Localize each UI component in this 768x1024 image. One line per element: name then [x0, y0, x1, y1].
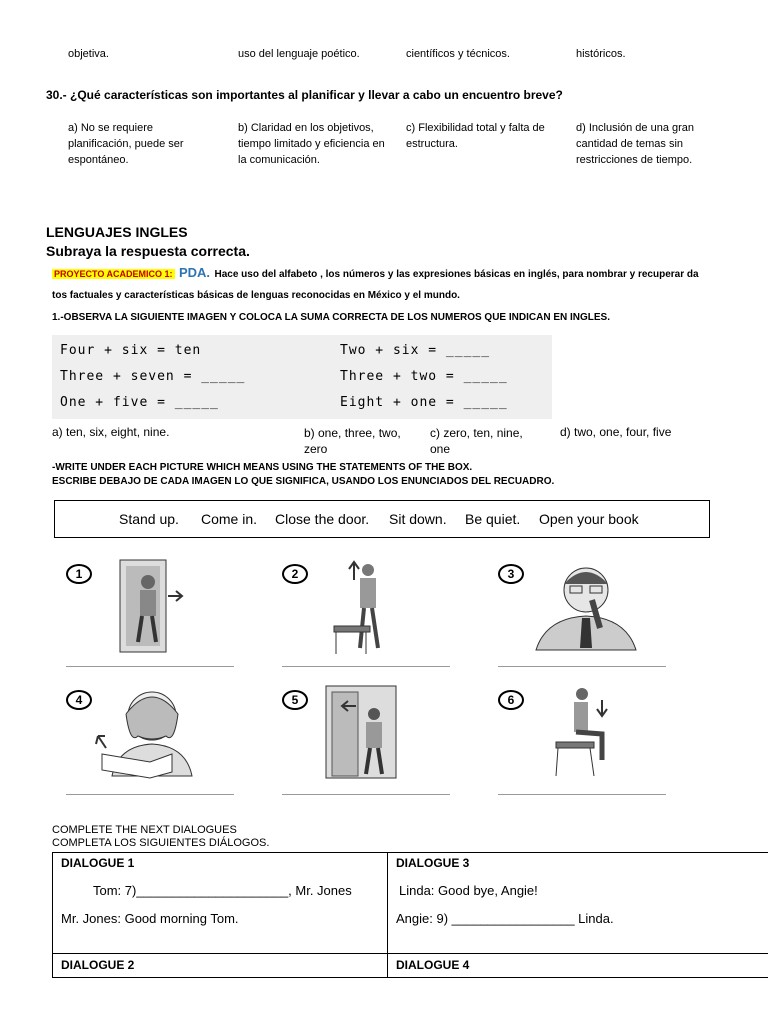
picture-number-2: 2	[282, 564, 308, 584]
section-title: LENGUAJES INGLES	[46, 224, 188, 240]
dialogue-3-title: DIALOGUE 3	[396, 856, 470, 870]
sum-left-1: Four + six = ten	[60, 343, 202, 358]
q1-answer-a: a) ten, six, eight, nine.	[52, 425, 170, 439]
picture-number-6: 6	[498, 690, 524, 710]
dialogues-instruction-es: COMPLETA LOS SIGUIENTES DIÁLOGOS.	[52, 837, 270, 849]
prev-option-c: científicos y técnicos.	[406, 48, 510, 60]
pda-word: PDA.	[178, 265, 211, 280]
answer-line-1[interactable]	[66, 666, 234, 667]
dialogue-3-line-2[interactable]: Angie: 9) _________________ Linda.	[396, 911, 614, 926]
prev-option-b: uso del lenguaje poético.	[238, 48, 360, 60]
pda-tag: PROYECTO ACADEMICO 1:	[54, 269, 173, 279]
statement-open-book: Open your book	[539, 511, 639, 527]
statements-box	[54, 500, 710, 538]
answer-line-4[interactable]	[66, 794, 234, 795]
picture-number-3: 3	[498, 564, 524, 584]
picture-stand-up	[330, 556, 400, 656]
picture-number-1: 1	[66, 564, 92, 584]
picture-be-quiet	[530, 556, 640, 652]
sum-right-3: Eight + one = _____	[340, 395, 508, 410]
picture-open-your-book	[90, 684, 200, 780]
q30-option-a: a) No se requiere planificación, puede ser espontáneo.	[68, 122, 184, 166]
statement-be-quiet: Be quiet.	[465, 511, 521, 527]
statement-close-door: Close the door.	[275, 511, 370, 527]
answer-line-5[interactable]	[282, 794, 450, 795]
answer-line-6[interactable]	[498, 794, 666, 795]
write-instruction-es: ESCRIBE DEBAJO DE CADA IMAGEN LO QUE SIGNIFICA, USANDO LOS ENUNCIADOS DEL RECUADRO.	[52, 476, 555, 487]
picture-close-the-door	[322, 684, 402, 780]
prev-option-d: históricos.	[576, 48, 626, 60]
dialogue-2-title: DIALOGUE 2	[61, 958, 135, 972]
dialogue-4-title: DIALOGUE 4	[396, 958, 470, 972]
statement-come-in: Come in.	[201, 511, 258, 527]
dialogue-3-line-1: Linda: Good bye, Angie!	[399, 883, 538, 898]
sum-right-1: Two + six = _____	[340, 343, 491, 358]
answer-line-3[interactable]	[498, 666, 666, 667]
picture-number-4: 4	[66, 690, 92, 710]
q1-answer-d: d) two, one, four, five	[560, 425, 672, 439]
q30-option-c: c) Flexibilidad total y falta de estructura.	[406, 122, 545, 150]
q1-answer-b: b) one, three, two, zero	[304, 426, 401, 456]
dialogues-instruction-en: COMPLETE THE NEXT DIALOGUES	[52, 824, 237, 836]
table-divider-vertical	[387, 853, 388, 977]
prev-option-a: objetiva.	[68, 48, 109, 60]
section-subtitle: Subraya la respuesta correcta.	[46, 243, 250, 259]
sum-right-2: Three + two = _____	[340, 369, 508, 384]
question-30: 30.- ¿Qué características son importantes al planificar y llevar a cabo un encuentro breve?	[46, 88, 563, 102]
q30-option-d: d) Inclusión de una gran cantidad de temas sin restricciones de tiempo.	[576, 122, 695, 166]
dialogues-table	[52, 852, 768, 978]
q1-instruction: 1.-OBSERVA LA SIGUIENTE IMAGEN Y COLOCA LA SUMA CORRECTA DE LOS NUMEROS QUE INDICAN EN INGLES.	[52, 312, 611, 323]
answer-line-2[interactable]	[282, 666, 450, 667]
dialogue-1-line-1[interactable]: Tom: 7)_____________________, Mr. Jones	[93, 883, 352, 898]
sum-left-2: Three + seven = _____	[60, 369, 246, 384]
pda-text: Hace uso del alfabeto , los números y las expresiones básicas en inglés, para nombrar y recuperar da tos factuales y características básicas de lenguas reconocidas en México y el mundo.	[52, 269, 699, 301]
sums-image	[52, 335, 552, 419]
dialogue-1-line-2: Mr. Jones: Good morning Tom.	[61, 911, 239, 926]
dialogue-1-title: DIALOGUE 1	[61, 856, 135, 870]
table-divider-horizontal	[53, 953, 768, 954]
write-instruction-en: -WRITE UNDER EACH PICTURE WHICH MEANS USING THE STATEMENTS OF THE BOX.	[52, 462, 473, 473]
picture-sit-down	[552, 684, 616, 780]
q1-answer-c: c) zero, ten, nine, one	[430, 426, 523, 456]
sum-left-3: One + five = _____	[60, 395, 219, 410]
picture-number-5: 5	[282, 690, 308, 710]
statement-stand-up: Stand up.	[119, 511, 179, 527]
statement-sit-down: Sit down.	[389, 511, 447, 527]
q30-option-b: b) Claridad en los objetivos, tiempo limitado y eficiencia en la comunicación.	[238, 122, 385, 166]
pda-paragraph	[52, 263, 712, 305]
picture-come-in	[112, 556, 192, 656]
